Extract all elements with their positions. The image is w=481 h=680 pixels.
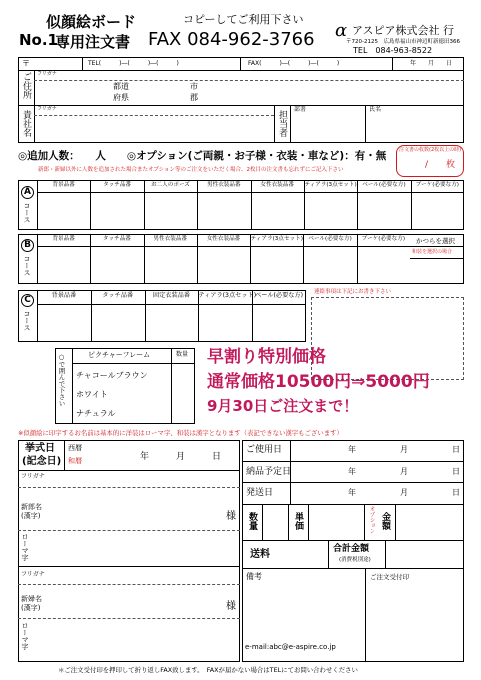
kamon-note: 和装を選択の場合 — [412, 249, 453, 255]
form-number: No.1 — [19, 31, 58, 49]
courseC-col-label: 背景品番 — [51, 292, 77, 299]
courseB-col-label: 女性衣装品番 — [206, 236, 241, 242]
unit-price-input[interactable] — [309, 506, 363, 538]
fax-field[interactable]: FAX( )―( )―( ) — [248, 60, 340, 67]
courseB-col-label: 男性衣装品番 — [153, 236, 187, 242]
courseC-col-label: タッチ品番 — [102, 292, 134, 299]
company-address: 〒720-2125 広島県福山市神辺町新徳田366 — [346, 39, 460, 45]
frame-item[interactable]: ホワイト — [76, 390, 108, 399]
company-name: アスピア株式会社 行 — [352, 24, 455, 37]
courseA-col-label: ティアラ(3点セット) — [304, 182, 357, 188]
courseC-col-input[interactable] — [199, 305, 251, 341]
wedding-label-2: (記念日) — [22, 456, 62, 467]
courseB-col-label: ティアラ(3点セット) — [250, 236, 303, 242]
promo-line-1: 早割り特別価格 — [207, 347, 326, 367]
wedding-date-field[interactable]: 年 月 日 — [140, 452, 222, 462]
course-c-letter: C — [21, 294, 34, 307]
groom-name-input[interactable] — [60, 490, 220, 528]
date-unit-label: 年 — [348, 445, 356, 454]
courseA-col-input[interactable] — [305, 193, 356, 229]
options-note: 新郎・新婦以外に人数を追加された場合またオプション等のご注文をいただく場合、2枚目の注文書も忘れずにご記入下さい — [38, 167, 344, 173]
courseA-col-input[interactable] — [38, 193, 89, 229]
courseB-col-label: タッチ品番 — [102, 236, 131, 242]
frame-item[interactable]: チャコールブラウン — [76, 371, 148, 380]
contact-note-label: 連絡事項は下記にお書き下さい — [314, 289, 392, 295]
kamon-label: かつらを選択 — [416, 237, 455, 245]
courseB-col-input[interactable] — [304, 247, 355, 283]
frame-title: ピクチャーフレーム — [88, 351, 151, 359]
date-unit-label: 月 — [400, 488, 408, 497]
notes-input[interactable] — [244, 584, 362, 638]
email-address: e-mail:abc@e-aspire.co.jp — [245, 643, 336, 651]
company-tel: TEL 084-963-8522 — [353, 46, 433, 55]
zip-label: 〒 — [22, 59, 30, 68]
courseA-col-label: 男性衣装品番 — [207, 182, 241, 188]
courseB-col-input[interactable] — [251, 247, 302, 283]
address-label: ご住所 — [21, 72, 31, 99]
bride-label: 新婦名 — [21, 595, 42, 603]
form-title-2: 専用注文書 — [55, 33, 131, 51]
footer-note: ＊ご注文受付印を押印して折り返しFAX致します。 FAXが届かない場合はTELにてお問い合わせください — [58, 666, 358, 674]
courseB-col-input[interactable] — [145, 247, 196, 283]
promo-line-2: 通常価格10500円⇒5000円 — [207, 372, 430, 392]
courseA-col-input[interactable] — [91, 193, 142, 229]
date-unit-label: 月 — [400, 467, 408, 476]
groom-label: 新郎名 — [21, 503, 42, 511]
courseB-col-input[interactable] — [91, 247, 142, 283]
courseB-col-input[interactable] — [38, 247, 89, 283]
fax-number: FAX 084-962-3766 — [148, 29, 315, 50]
shipping-input[interactable] — [280, 542, 326, 566]
date-unit-label: 月 — [400, 445, 408, 454]
date-unit-label: 日 — [452, 488, 460, 497]
company-input[interactable] — [36, 116, 272, 142]
bride-romaji-input[interactable] — [34, 620, 234, 660]
promo-line-3: 9月30日ご注文まで！ — [207, 397, 359, 415]
frame-side-note: ○で囲んで下さい — [57, 353, 66, 407]
wedding-label-1: 挙式日 — [25, 443, 55, 454]
date-unit-label: 年 — [348, 488, 356, 497]
date-field[interactable]: 年 月 日 — [410, 60, 453, 67]
company-label: 貴社名 — [21, 110, 31, 137]
date-unit-label: 日 — [452, 445, 460, 454]
courseC-col-input[interactable] — [92, 305, 144, 341]
courseA-col-label: ベール(必要な方) — [362, 182, 406, 188]
form-title-1: 似顔絵ボード — [46, 13, 137, 31]
courseB-col-input[interactable] — [358, 247, 409, 283]
courseA-col-input[interactable] — [198, 193, 249, 229]
copy-note: コピーしてご利用下さい — [183, 13, 304, 26]
address-input[interactable] — [36, 81, 462, 105]
add-people-line: ◎追加人数： 人 ◎オプション(ご両親・お子様・衣装・車など)：有・無 — [18, 150, 387, 162]
courseB-col-label: ブーケ(必要な方) — [361, 236, 406, 242]
courseA-col-input[interactable] — [252, 193, 303, 229]
course-a-letter: A — [21, 186, 34, 199]
courseA-col-label: 背景品番 — [52, 182, 75, 188]
groom-romaji-input[interactable] — [34, 532, 234, 564]
courseC-col-label: ティアラ(3点セット) — [198, 292, 257, 299]
courseA-col-input[interactable] — [145, 193, 196, 229]
address-furigana: フリガナ — [37, 71, 57, 77]
amount-input[interactable] — [396, 506, 462, 538]
courseA-col-label: ブーケ(必要な方) — [415, 182, 459, 188]
courseC-col-input[interactable] — [146, 305, 198, 341]
qty-input[interactable] — [263, 506, 287, 538]
courseA-col-label: お二人のポーズ — [150, 182, 190, 188]
date-unit-label: 日 — [452, 467, 460, 476]
courseB-col-label: ベール(必要な方) — [308, 236, 352, 242]
courseA-col-input[interactable] — [412, 193, 463, 229]
tel-field[interactable]: TEL( )―( )―( ) — [88, 60, 179, 67]
frame-qty-label: 数量 — [176, 351, 189, 358]
courseC-col-input[interactable] — [253, 305, 305, 341]
name-notice: ※似顔絵に印字するお名前は基本的に洋装はローマ字、和装は漢字となります（表記できない漢字もございます） — [18, 429, 343, 437]
courseC-col-label: 固定衣装品番 — [152, 292, 191, 299]
courseC-col-label: ベール(必要な方) — [255, 292, 304, 299]
frame-item[interactable]: ナチュラル — [76, 409, 116, 418]
contact-notes-box[interactable] — [311, 297, 464, 380]
company-logo: α — [335, 20, 348, 41]
courseC-col-input[interactable] — [38, 305, 90, 341]
courseB-col-label: 背景品番 — [52, 236, 75, 242]
courseB-col-input[interactable] — [198, 247, 249, 283]
courseA-col-label: 女性衣装品番 — [260, 182, 294, 188]
courseA-col-input[interactable] — [358, 193, 409, 229]
course-b-letter: B — [21, 239, 34, 252]
bride-name-input[interactable] — [60, 586, 220, 616]
courseA-col-label: タッチ品番 — [103, 182, 132, 188]
total-input[interactable] — [386, 542, 462, 566]
date-unit-label: 年 — [348, 467, 356, 476]
tanto-label: 担当者 — [277, 110, 287, 137]
